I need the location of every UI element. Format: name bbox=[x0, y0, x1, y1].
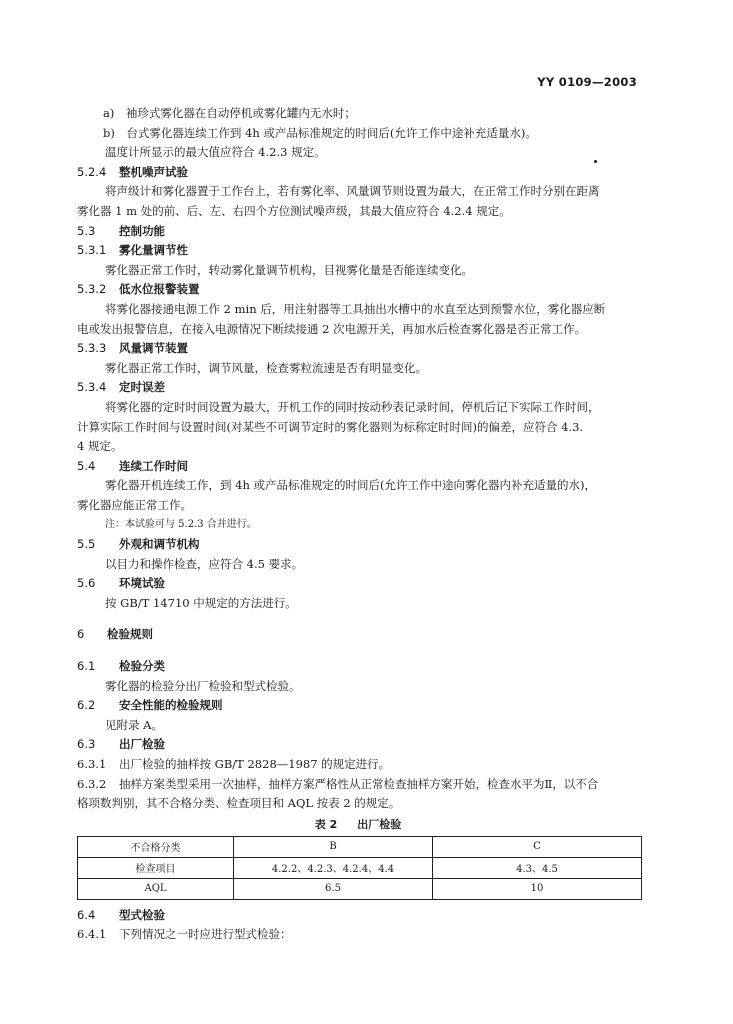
paragraph: 雾化器正常工作时，转动雾化量调节机构，目视雾化量是否能连续变化。 bbox=[105, 262, 473, 277]
paragraph: 将雾化器的定时时间设置为最大，开机工作的同时按动秒表记录时间，停机后记下实际工作时间， bbox=[105, 399, 600, 414]
standard-code: YY 0109—2003 bbox=[537, 75, 637, 89]
paragraph: 电或发出报警信息，在接入电源情况下断续接通 2 次电源开关，再加水后检查雾化器是否正常工作。 bbox=[77, 321, 587, 336]
paragraph: 雾化器正常工作时，调节风量，检查雾粒流速是否有明显变化。 bbox=[105, 360, 427, 375]
table-row bbox=[78, 857, 642, 878]
paragraph: 雾化器应能正常工作。 bbox=[77, 497, 192, 512]
table-cell: 4.2.2、4.2.3、4.2.4、4.4 bbox=[234, 857, 433, 878]
inspection-table bbox=[77, 836, 642, 900]
table-title: 出厂检验 bbox=[357, 817, 402, 831]
heading-5-4: 5.4 连续工作时间 bbox=[77, 458, 188, 473]
table-cell: B bbox=[234, 836, 433, 857]
paragraph: 计算实际工作时间与设置时间(对某些不可调节定时的雾化器则为标称定时时间)的偏差，应符合 4.3. bbox=[77, 419, 584, 434]
heading-5-6: 5.6 环境试验 bbox=[77, 576, 165, 591]
table-caption bbox=[77, 816, 639, 832]
paragraph: 雾化器开机连续工作，到 4h 或产品标准规定的时间后(允许工作中途向雾化器内补充适量的水)， bbox=[105, 478, 597, 493]
paragraph: 雾化器 1 m 处的前、后、左、右四个方位测试噪声级，其最大值应符合 4.2.4 规定。 bbox=[77, 203, 511, 218]
paragraph: 雾化器的检验分出厂检验和型式检验。 bbox=[105, 678, 301, 693]
table-row bbox=[78, 878, 642, 899]
table-cell: AQL bbox=[78, 878, 234, 899]
heading-5-2-4: 5.2.4 整机噪声试验 bbox=[77, 164, 188, 179]
paragraph: 以目力和操作检查，应符合 4.5 要求。 bbox=[105, 556, 304, 571]
paragraph: 按 GB/T 14710 中规定的方法进行。 bbox=[105, 595, 297, 610]
table-cell: 6.5 bbox=[234, 878, 433, 899]
clause-6-3-2: 6.3.2 抽样方案类型采用一次抽样，抽样方案严格性从正常检查抽样方案开始，检查水平为Ⅱ，以不合 bbox=[77, 776, 599, 791]
heading-5-5: 5.5 外观和调节机构 bbox=[77, 537, 200, 552]
table-cell: 4.3、4.5 bbox=[433, 857, 642, 878]
clause-6-4-1: 6.4.1 下列情况之一时应进行型式检验： bbox=[77, 927, 292, 942]
clause-6-3-1: 6.3.1 出厂检验的抽样按 GB/T 2828—1987 的规定进行。 bbox=[77, 757, 391, 771]
note: 注：本试验可与 5.2.3 合并进行。 bbox=[105, 519, 257, 531]
heading-5-3: 5.3 控制功能 bbox=[77, 223, 165, 238]
heading-5-3-1: 5.3.1 雾化量调节性 bbox=[77, 243, 188, 258]
document-body bbox=[77, 104, 639, 945]
list-item-a: a) 袖珍式雾化器在自动停机或雾化罐内无水时； bbox=[103, 106, 356, 120]
heading-6-1: 6.1 检验分类 bbox=[77, 659, 165, 674]
paragraph: 将雾化器接通电源工作 2 min 后，用注射器等工具抽出水槽中的水直至达到预警水位，雾化器应断 bbox=[105, 301, 606, 316]
paragraph: 将声级计和雾化器置于工作台上，若有雾化率、风量调节则设置为最大，在正常工作时分别在距离 bbox=[105, 184, 600, 199]
heading-5-3-3: 5.3.3 风量调节装置 bbox=[77, 341, 188, 356]
heading-5-3-2: 5.3.2 低水位报警装置 bbox=[77, 282, 200, 297]
heading-6-2: 6.2 安全性能的检验规则 bbox=[77, 698, 223, 713]
table-cell: 10 bbox=[433, 878, 642, 899]
table-cell: 检查项目 bbox=[78, 857, 234, 878]
paragraph: 见附录 A。 bbox=[105, 717, 163, 732]
heading-6: 6 检验规则 bbox=[77, 627, 153, 642]
list-item-b: b) 台式雾化器连续工作到 4h 或产品标准规定的时间后(允许工作中途补充适量水)。 bbox=[103, 125, 537, 140]
heading-6-3: 6.3 出厂检验 bbox=[77, 737, 165, 752]
table-cell: C bbox=[433, 836, 642, 857]
paragraph-temperature: 温度计所显示的最大值应符合 4.2.3 规定。 bbox=[105, 145, 326, 160]
paragraph: 格项数判别，其不合格分类、检查项目和 AQL 按表 2 的规定。 bbox=[77, 796, 401, 811]
paragraph: 4 规定。 bbox=[77, 439, 123, 454]
table-number: 表 2 bbox=[314, 817, 338, 831]
heading-6-4: 6.4 型式检验 bbox=[77, 907, 165, 922]
table-cell: 不合格分类 bbox=[78, 836, 234, 857]
heading-5-3-4: 5.3.4 定时误差 bbox=[77, 380, 165, 395]
table-row bbox=[78, 836, 642, 857]
